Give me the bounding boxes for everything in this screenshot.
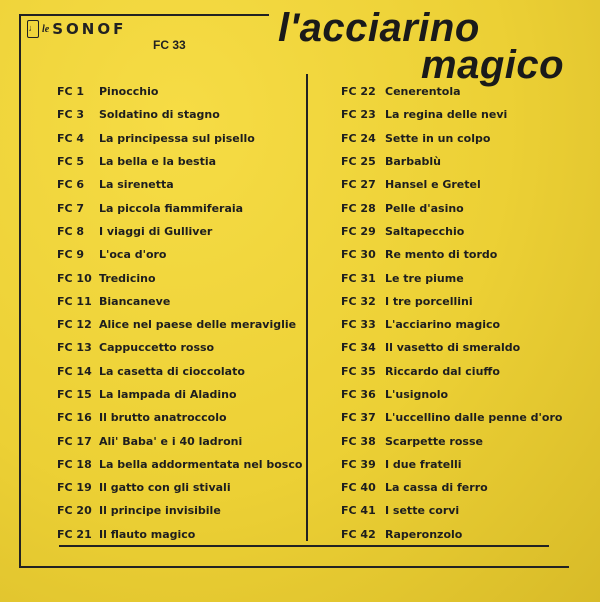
catalog-entry (57, 290, 302, 313)
story-title: Il vasetto di smeraldo (385, 341, 521, 355)
story-title: Tredicino (99, 271, 156, 285)
catalog-entry (341, 360, 562, 383)
story-title: L'acciarino magico (385, 318, 501, 332)
catalog-entry (57, 313, 302, 336)
album-title-line2: magico (421, 43, 565, 87)
catalog-code: FC 42 (341, 527, 376, 541)
story-title: I sette corvi (385, 504, 460, 518)
catalog-entry (341, 313, 562, 336)
catalog-entry (57, 150, 302, 173)
catalog-code: FC 32 (341, 294, 376, 308)
catalog-list-left (57, 80, 302, 546)
catalog-entry (341, 429, 562, 452)
brand-name: SONOF (52, 20, 127, 38)
album-title-line1: l'acciarino (278, 6, 480, 50)
catalog-entry (57, 266, 302, 289)
story-title: Soldatino di stagno (99, 108, 220, 122)
catalog-entry (57, 127, 302, 150)
catalog-code: FC 12 (57, 318, 92, 332)
story-title: L'usignolo (385, 388, 449, 401)
catalog-entry (341, 220, 562, 243)
catalog-list-right (341, 80, 562, 546)
story-title: L'oca d'oro (99, 248, 167, 262)
catalog-entry (341, 103, 562, 126)
catalog-entry (57, 429, 302, 452)
catalog-entry (57, 523, 302, 546)
catalog-code: FC 33 (341, 318, 376, 332)
catalog-entry (341, 453, 562, 476)
catalog-entry (341, 383, 562, 406)
catalog-entry (341, 499, 562, 522)
catalog-code: FC 27 (341, 178, 376, 192)
catalog-code: FC 5 (57, 155, 85, 169)
story-title: Cappuccetto rosso (99, 341, 215, 355)
catalog-entry (341, 523, 562, 546)
catalog-code: FC 23 (341, 108, 376, 122)
story-title: Cenerentola (385, 85, 461, 99)
catalog-code: FC 17 (57, 434, 92, 448)
catalog-code: FC 7 (57, 201, 85, 215)
story-title: Pinocchio (99, 85, 159, 99)
catalog-entry (341, 290, 562, 313)
catalog-code: FC 13 (57, 341, 92, 355)
story-title: Il gatto con gli stivali (99, 481, 231, 495)
catalog-code: FC 14 (57, 364, 92, 378)
catalog-code: FC 20 (57, 504, 92, 518)
catalog-code: FC 40 (341, 481, 376, 495)
story-title: Sette in un colpo (385, 131, 491, 145)
catalog-entry (57, 220, 302, 243)
catalog-code: FC 31 (341, 271, 376, 285)
story-title: Il brutto anatroccolo (99, 411, 227, 425)
catalog-code: FC 6 (57, 178, 85, 192)
story-title: L'uccellino dalle penne d'oro (385, 411, 563, 425)
catalog-entry (57, 360, 302, 383)
catalog-entry (57, 103, 302, 126)
catalog-entry (57, 173, 302, 196)
story-title: Hansel e Gretel (385, 178, 481, 192)
story-title: Barbablù (385, 155, 442, 169)
catalog-entry (341, 196, 562, 219)
catalog-code: FC 22 (341, 85, 376, 99)
catalog-code: FC 4 (57, 131, 85, 145)
story-title: La casetta di cioccolato (99, 364, 245, 378)
catalog-entry (57, 243, 302, 266)
story-title: La regina delle nevi (385, 108, 508, 122)
story-title: Pelle d'asino (385, 201, 464, 215)
story-title: I due fratelli (385, 457, 462, 471)
catalog-number: FC 33 (153, 38, 186, 52)
story-title: Ali' Baba' e i 40 ladroni (99, 434, 243, 448)
story-title: I viaggi di Gulliver (99, 224, 213, 238)
story-title: Alice nel paese delle meraviglie (99, 318, 297, 332)
catalog-entry (57, 499, 302, 522)
story-title: Raperonzolo (385, 527, 463, 541)
catalog-code: FC 36 (341, 388, 376, 401)
story-title: Biancaneve (99, 294, 171, 308)
catalog-entry (341, 80, 562, 103)
catalog-code: FC 19 (57, 481, 92, 495)
catalog-code: FC 38 (341, 434, 376, 448)
catalog-code: FC 9 (57, 248, 85, 262)
story-title: La cassa di ferro (385, 481, 488, 495)
catalog-code: FC 35 (341, 364, 376, 378)
catalog-entry (341, 150, 562, 173)
catalog-entry (341, 266, 562, 289)
story-title: Il principe invisibile (99, 504, 221, 518)
catalog-code: FC 37 (341, 411, 376, 425)
catalog-entry (57, 196, 302, 219)
story-title: Scarpette rosse (385, 434, 483, 448)
catalog-entry (341, 406, 562, 429)
story-title: La lampada di Aladino (99, 388, 237, 401)
catalog-code: FC 1 (57, 85, 85, 99)
story-title: La bella e la bestia (99, 155, 217, 169)
catalog-code: FC 10 (57, 271, 92, 285)
column-divider (306, 74, 308, 541)
catalog-entry (57, 406, 302, 429)
story-title: La sirenetta (99, 178, 174, 192)
story-title: Re mento di tordo (385, 248, 498, 262)
story-title: La piccola fiammiferaia (99, 201, 244, 215)
catalog-entry (57, 476, 302, 499)
catalog-code: FC 8 (57, 224, 85, 238)
catalog-code: FC 24 (341, 131, 376, 145)
catalog-entry (341, 127, 562, 150)
catalog-entry (341, 476, 562, 499)
story-title: Saltapecchio (385, 224, 465, 238)
brand-logo (27, 20, 126, 38)
catalog-code: FC 18 (57, 457, 92, 471)
catalog-code: FC 3 (57, 108, 85, 122)
catalog-entry (57, 383, 302, 406)
story-title: I tre porcellini (385, 294, 473, 308)
story-title: Riccardo dal ciuffo (385, 364, 500, 378)
catalog-code: FC 41 (341, 504, 376, 518)
music-note-icon: ♩ (27, 20, 39, 38)
catalog-code: FC 25 (341, 155, 376, 169)
catalog-entry (341, 336, 562, 359)
catalog-entry (57, 336, 302, 359)
catalog-code: FC 15 (57, 388, 92, 401)
catalog-code: FC 28 (341, 201, 376, 215)
catalog-entry (341, 243, 562, 266)
brand-prefix: le (42, 23, 50, 35)
catalog-code: FC 16 (57, 411, 92, 425)
story-title: Le tre piume (385, 271, 464, 285)
story-title: Il flauto magico (99, 527, 196, 541)
catalog-code: FC 21 (57, 527, 92, 541)
catalog-entry (57, 80, 302, 103)
story-title: La principessa sul pisello (99, 131, 255, 145)
catalog-code: FC 34 (341, 341, 376, 355)
catalog-code: FC 30 (341, 248, 376, 262)
catalog-code: FC 11 (57, 294, 92, 308)
top-border-line (19, 14, 269, 16)
catalog-code: FC 39 (341, 457, 376, 471)
catalog-entry (341, 173, 562, 196)
catalog-entry (57, 453, 302, 476)
story-title: La bella addormentata nel bosco (99, 457, 303, 471)
catalog-code: FC 29 (341, 224, 376, 238)
